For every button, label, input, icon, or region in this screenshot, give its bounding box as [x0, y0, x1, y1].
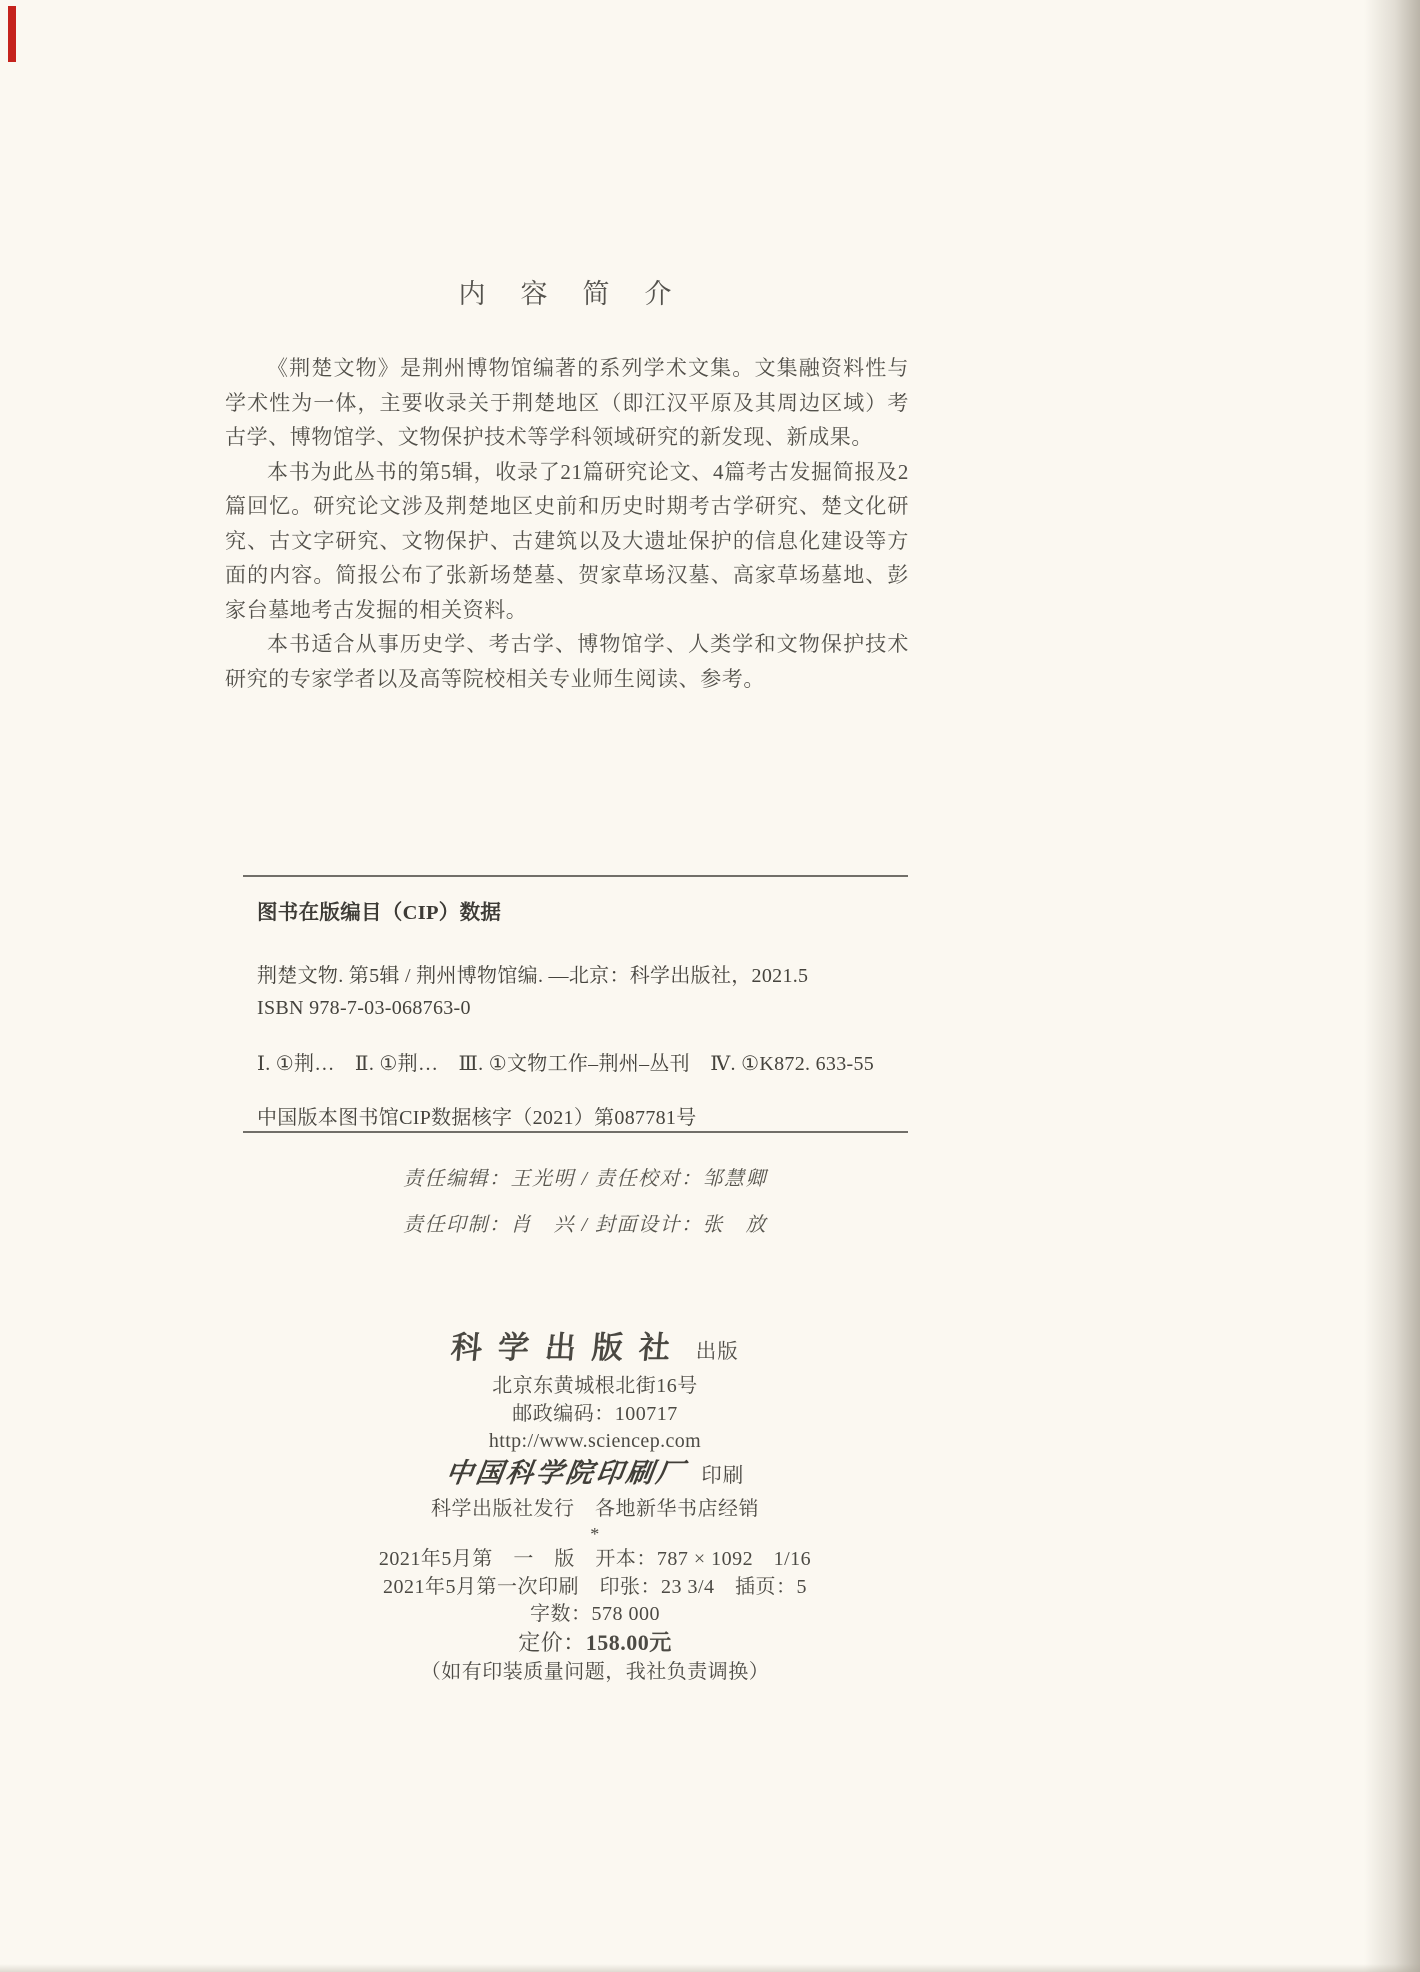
- section-title: 内 容 简 介: [458, 279, 676, 309]
- price-label: 定价：: [518, 1630, 586, 1655]
- content-introduction-section: [225, 272, 909, 696]
- scan-artifact-red-mark: [8, 6, 16, 62]
- price-line: [225, 1628, 965, 1658]
- credit-printing-line: 责任印制：肖 兴 / 封面设计：张 放: [403, 1214, 768, 1236]
- publisher-line: [225, 1328, 965, 1372]
- cip-classification: Ⅰ. ①荆… Ⅱ. ①荆… Ⅲ. ①文物工作–荆州–丛刊 Ⅳ. ①K872. 633-55: [257, 1053, 875, 1075]
- cip-isbn: ISBN 978-7-03-068763-0: [257, 997, 471, 1019]
- printer-line: [225, 1454, 965, 1495]
- edition-format-line: 2021年5月第 一 版 开本：787 × 1092 1/16: [378, 1548, 812, 1570]
- cip-data-box: [243, 875, 908, 1133]
- staff-credits: [403, 1156, 767, 1248]
- printer-logotype: 中国科学院印刷厂: [443, 1458, 688, 1488]
- price-value: 158.00元: [585, 1630, 672, 1655]
- publisher-postcode: 邮政编码：100717: [512, 1403, 678, 1425]
- impression-line: 2021年5月第一次印刷 印张：23 3/4 插页：5: [382, 1576, 808, 1598]
- publisher-website: http://www.sciencep.com: [488, 1430, 702, 1452]
- page-edge-shadow-bottom: [0, 1964, 1420, 1972]
- credit-editing-line: 责任编辑：王光明 / 责任校对：邹慧卿: [403, 1168, 768, 1190]
- intro-paragraph-1: 《荆楚文物》是荆州博物馆编著的系列学术文集。文集融资料性与学术性为一体，主要收录关于荆楚地区（即江汉平原及其周边区域）考古学、博物馆学、文物保护技术等学科领域研究的新发现、新成果。: [225, 356, 909, 449]
- asterisk-separator: *: [590, 1524, 600, 1544]
- cip-title-line: 荆楚文物. 第5辑 / 荆州博物馆编. —北京：科学出版社，2021.5: [257, 965, 809, 987]
- printer-role-label: 印刷: [701, 1465, 745, 1487]
- imprint-block: [225, 1328, 965, 1686]
- quality-notice: （如有印装质量问题，我社负责调换）: [420, 1661, 770, 1683]
- intro-paragraph-2: 本书为此丛书的第5辑，收录了21篇研究论文、4篇考古发掘简报及2篇回忆。研究论文涉及荆楚地区史前和历史时期考古学研究、楚文化研究、古文字研究、文物保护、古建筑以及大遗址保护的信息化建设等方面的内容。简报公布了张新场楚墓、贺家草场汉墓、高家草场墓地、彭家台墓地考古发掘的相关资料。: [225, 459, 909, 622]
- cip-registry-number: 中国版本图书馆CIP数据核字（2021）第087781号: [257, 1107, 697, 1129]
- distribution-line: 科学出版社发行 各地新华书店经销: [431, 1498, 759, 1520]
- cip-heading: 图书在版编目（CIP）数据: [257, 902, 502, 924]
- publisher-address: 北京东黄城根北街16号: [492, 1375, 698, 1397]
- intro-paragraph-3: 本书适合从事历史学、考古学、博物馆学、人类学和文物保护技术研究的专家学者以及高等院校相关专业师生阅读、参考。: [225, 632, 909, 691]
- word-count-line: 字数：578 000: [530, 1603, 660, 1625]
- page-edge-shadow-right: [1364, 0, 1420, 1972]
- publisher-role-label: 出版: [695, 1341, 739, 1363]
- publisher-logotype: 科学出版社: [449, 1330, 688, 1365]
